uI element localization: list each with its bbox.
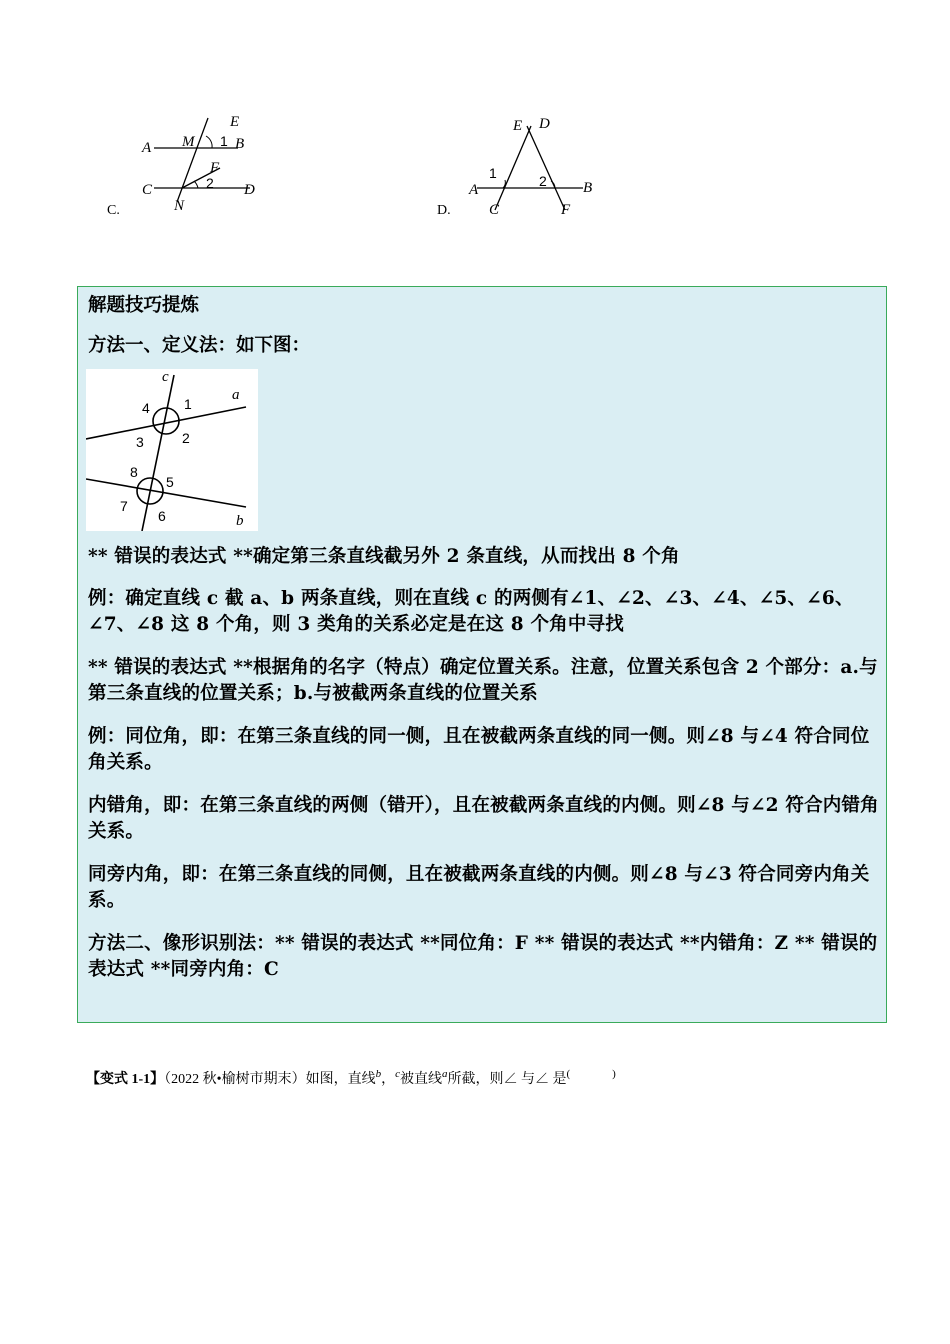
angle-2-label: 2 <box>182 430 190 446</box>
var-b: b <box>375 1068 382 1080</box>
tip-paragraph-4: 例：同位角，即：在第三条直线的同一侧，且在被截两条直线的同一侧。则∠8 与∠4 符合同位角关系。 <box>88 726 870 773</box>
variant-text-b: 被直线 <box>399 1072 442 1087</box>
angle-8-label: 8 <box>130 464 138 480</box>
tip-paragraph-3: ** 错误的表达式 **根据角的名字（特点）确定位置关系。注意，位置关系包含 2 个部分：a.与第三条直线的位置关系；b.与被截两条直线的位置关系 <box>88 657 878 704</box>
point-d-label: D <box>244 182 255 198</box>
option-c-label: C. <box>107 203 120 218</box>
option-d-figure <box>465 112 605 220</box>
line-b-label: b <box>236 513 244 529</box>
point-d-label: D <box>539 116 550 132</box>
paren-open: ( <box>566 1068 571 1080</box>
angle-1-arc <box>206 136 212 148</box>
point-n-label: N <box>174 198 185 214</box>
angle-2-label: 2 <box>539 173 547 189</box>
transversal-figure <box>86 369 258 535</box>
method-one-heading: 方法一、定义法：如下图： <box>88 335 311 356</box>
angle-2-label: 2 <box>206 175 214 191</box>
transversal-diagram <box>86 369 258 531</box>
angle-1-label: 1 <box>489 165 497 181</box>
var-a: a <box>441 1068 448 1080</box>
line-df <box>527 126 565 210</box>
angle-4-label: 4 <box>142 400 150 416</box>
line-ce <box>495 126 531 210</box>
angle-7-label: 7 <box>120 498 128 514</box>
point-e-label: E <box>230 114 240 130</box>
point-b-label: B <box>235 136 245 152</box>
angle-1-label: 1 <box>220 133 228 149</box>
tip-paragraph-1: ** 错误的表达式 **确定第三条直线截另外 2 条直线，从而找出 8 个角 <box>88 546 680 567</box>
angle-3-label: 3 <box>136 434 144 450</box>
point-m-label: M <box>182 134 195 150</box>
point-b-label: B <box>583 180 593 196</box>
point-a-label: A <box>469 182 479 198</box>
variant-question <box>86 1068 616 1088</box>
variant-text-a: 如图，直线 <box>305 1072 376 1087</box>
angle-6-label: 6 <box>158 508 166 524</box>
line-c-label: c <box>162 369 169 385</box>
tip-paragraph-7: 方法二、像形识别法：** 错误的表达式 **同位角：F ** 错误的表达式 **内错角：Z ** 错误的表达式 **同旁内角：C <box>88 933 878 980</box>
point-c-label: C <box>142 182 153 198</box>
angle-2-arc <box>194 181 198 188</box>
variant-sep: ， <box>381 1072 396 1087</box>
var-c: c <box>395 1068 400 1080</box>
tip-paragraph-5: 内错角，即：在第三条直线的两侧（错开），且在被截两条直线的内侧。则∠8 与∠2 符合内错角关系。 <box>88 795 879 842</box>
variant-text-c: 所截，则∠ 与∠ 是 <box>447 1072 567 1087</box>
tips-box <box>77 286 887 1023</box>
point-e-label: E <box>513 118 523 134</box>
tip-paragraph-6: 同旁内角，即：在第三条直线的同侧，且在被截两条直线的内侧。则∠8 与∠3 符合同旁内角关系。 <box>88 864 870 911</box>
tip-paragraph-2: 例：确定直线 c 截 a、b 两条直线，则在直线 c 的两侧有∠1、∠2、∠3、∠4、∠5、∠6、∠7、∠8 这 8 个角，则 3 类角的关系必定是在这 8 个角中寻找 <box>88 588 854 635</box>
point-a-label: A <box>142 140 152 156</box>
option-d-label: D. <box>437 203 451 218</box>
line-mn <box>177 118 208 202</box>
option-c-figure <box>140 110 265 215</box>
option-c-diagram <box>140 110 265 215</box>
tips-title: 解题技巧提炼 <box>88 295 200 316</box>
paren-close: ) <box>612 1068 616 1080</box>
line-a-label: a <box>232 387 240 403</box>
variant-source: （2022 秋•榆树市期末） <box>164 1072 306 1087</box>
option-d-diagram <box>465 112 605 220</box>
point-f-label: F <box>561 202 571 218</box>
angle-1-label: 1 <box>184 396 192 412</box>
point-c-label: C <box>489 202 500 218</box>
angle-5-label: 5 <box>166 474 174 490</box>
point-f-label: F <box>210 160 220 176</box>
variant-tag: 【变式 1-1】 <box>86 1072 165 1087</box>
